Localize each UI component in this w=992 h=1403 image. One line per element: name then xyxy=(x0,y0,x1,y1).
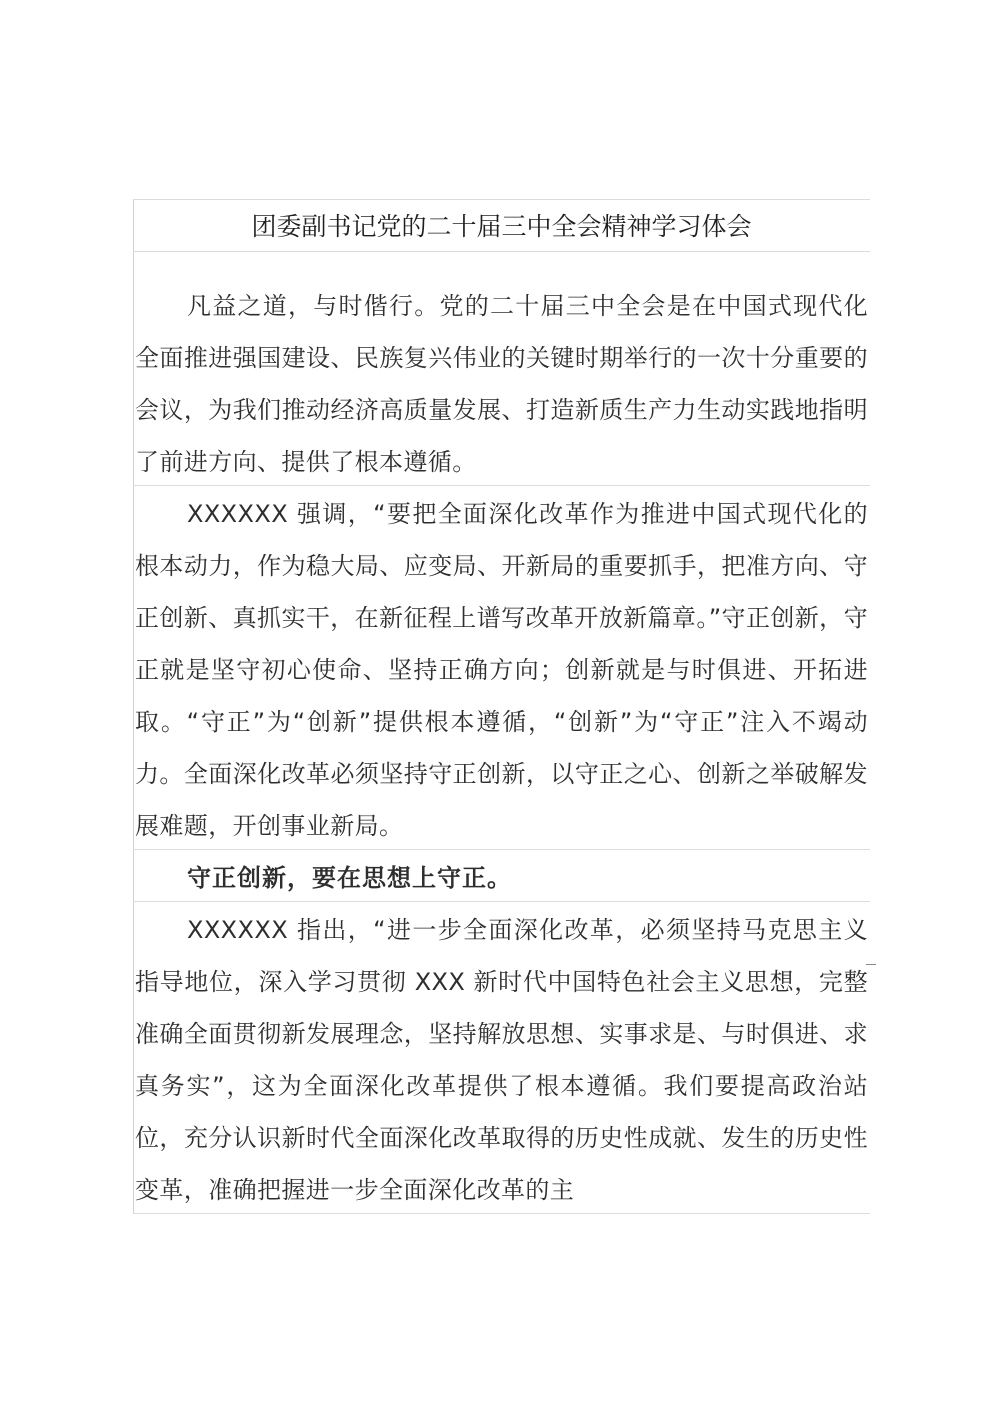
divider-top xyxy=(133,199,870,200)
document-title: 团委副书记党的二十届三中全会精神学习体会 xyxy=(251,212,752,241)
paragraph-2: XXXXXX 强调，“要把全面深化改革作为推进中国式现代化的根本动力，作为稳大局、应变局、开新局的重要抓手，把准方向、守正创新、真抓实干，在新征程上谱写改革开放新篇章。”守正创新，守正就是坚守初心使命、坚持正确方向；创新就是与时俱进、开拓进取。“守正”为“创新”提供根本遵循，“创新”为“守正”注入不竭动力。全面深化改革必须坚持守正创新，以守正之心、创新之举破解发展难题，开创事业新局。 xyxy=(135,500,868,840)
divider-after-title xyxy=(133,251,870,252)
paragraph-1: 凡益之道，与时偕行。党的二十届三中全会是在中国式现代化全面推进强国建设、民族复兴伟业的关键时期举行的一次十分重要的会议，为我们推动经济高质量发展、打造新质生产力生动实践地指明了前进方向、提供了根本遵循。 xyxy=(135,292,868,476)
section-heading: 守正创新，要在思想上守正。 xyxy=(187,864,512,892)
paragraph-4: XXXXXX 指出，“进一步全面深化改革，必须坚持马克思主义指导地位，深入学习贯彻 XXX 新时代中国特色社会主义思想，完整准确全面贯彻新发展理念，坚持解放思想、实事求是、与时俱进、求真务实”，这为全面深化改革提供了根本遵循。我们要提高政治站位，充分认识新时代全面深化改革取得的历史性成就、发生的历史性变革，准确把握进一步全面深化改革的主 xyxy=(135,916,868,1204)
